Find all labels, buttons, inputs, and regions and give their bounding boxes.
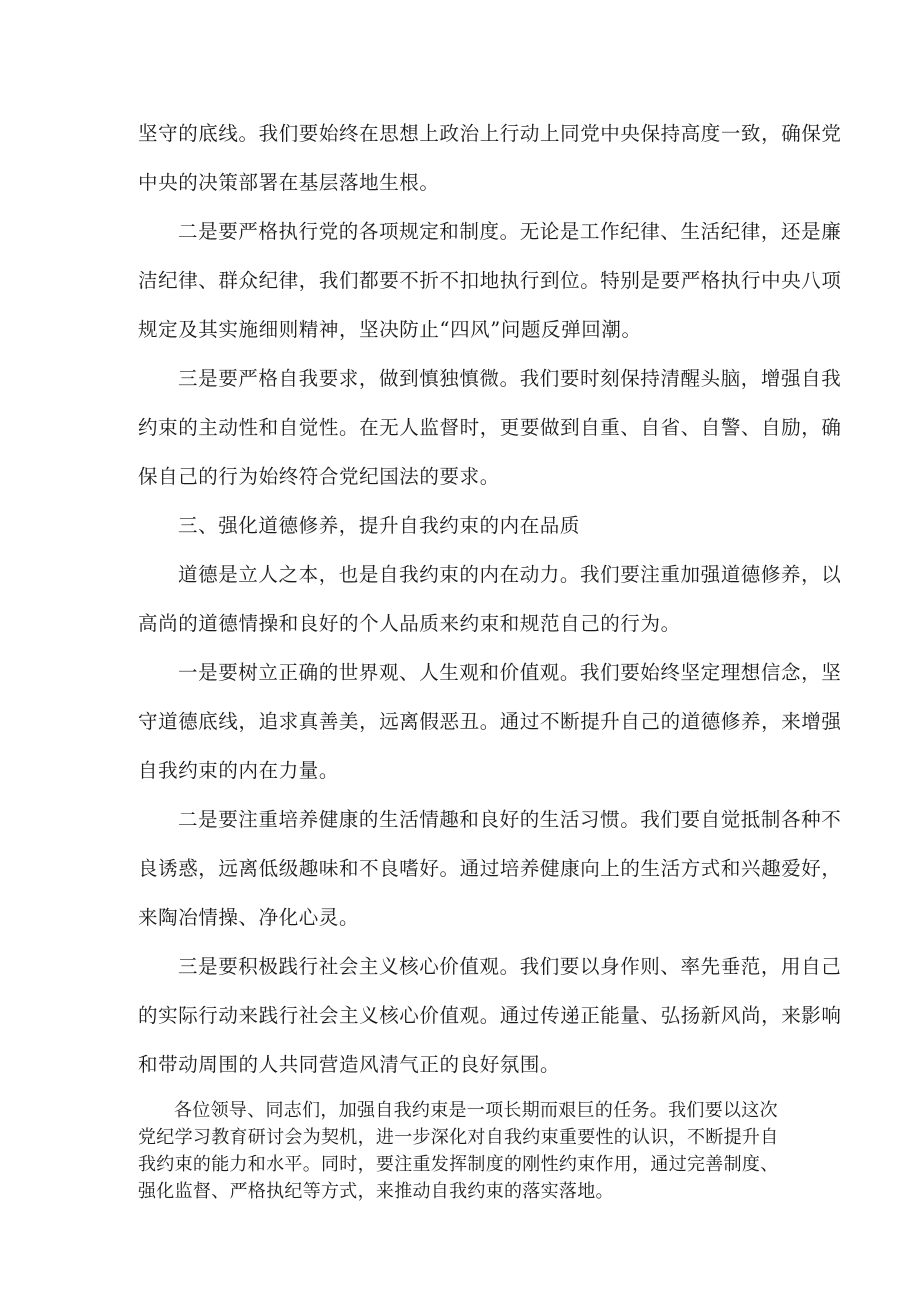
text-line: 坚守的底线。我们要始终在思想上政治上行动上同党中央保持高度一致，确保党 bbox=[138, 122, 842, 145]
text-line: 和带动周围的人共同营造风清气正的良好氛围。 bbox=[138, 1053, 561, 1076]
section-heading: 三、强化道德修养，提升自我约束的内在品质 bbox=[178, 514, 581, 537]
text-line: 高尚的道德情操和良好的个人品质来约束和规范自己的行为。 bbox=[138, 612, 681, 635]
text-line: 道德是立人之本，也是自我约束的内在动力。我们要注重加强道德修养，以 bbox=[178, 563, 842, 586]
text-line: 约束的主动性和自觉性。在无人监督时，更要做到自重、自省、自警、自励，确 bbox=[138, 416, 842, 439]
text-line: 守道德底线，追求真善美，远离假恶丑。通过不断提升自己的道德修养，来增强 bbox=[138, 710, 842, 733]
text-line: 一是要树立正确的世界观、人生观和价值观。我们要始终坚定理想信念，坚 bbox=[178, 661, 842, 684]
text-line: 二是要严格执行党的各项规定和制度。无论是工作纪律、生活纪律，还是廉 bbox=[178, 220, 842, 243]
text-line: 党纪学习教育研讨会为契机，进一步深化对自我约束重要性的认识，不断提升自 bbox=[138, 1127, 779, 1148]
text-line: 中央的决策部署在基层落地生根。 bbox=[138, 171, 440, 194]
text-line: 的实际行动来践行社会主义核心价值观。通过传递正能量、弘扬新风尚，来影响 bbox=[138, 1004, 842, 1027]
text-line: 强化监督、严格执纪等方式，来推动自我约束的落实落地。 bbox=[138, 1181, 614, 1202]
text-line: 自我约束的内在力量。 bbox=[138, 759, 340, 782]
text-line: 三是要严格自我要求，做到慎独慎微。我们要时刻保持清醒头脑，增强自我 bbox=[178, 367, 842, 390]
text-line: 我约束的能力和水平。同时，要注重发挥制度的刚性约束作用，通过完善制度、 bbox=[138, 1154, 779, 1175]
text-line: 三是要积极践行社会主义核心价值观。我们要以身作则、率先垂范，用自己 bbox=[178, 955, 842, 978]
text-line: 洁纪律、群众纪律，我们都要不折不扣地执行到位。特别是要严格执行中央八项 bbox=[138, 269, 842, 292]
text-line: 良诱惑，远离低级趣味和不良嗜好。通过培养健康向上的生活方式和兴趣爱好， bbox=[138, 857, 842, 880]
text-line: 来陶冶情操、净化心灵。 bbox=[138, 906, 360, 929]
text-line: 二是要注重培养健康的生活情趣和良好的生活习惯。我们要自觉抵制各种不 bbox=[178, 808, 842, 831]
text-line: 保自己的行为始终符合党纪国法的要求。 bbox=[138, 465, 500, 488]
text-line: 规定及其实施细则精神，坚决防止“四风”问题反弹回潮。 bbox=[138, 318, 642, 341]
text-line: 各位领导、同志们，加强自我约束是一项长期而艰巨的任务。我们要以这次 bbox=[174, 1100, 778, 1121]
